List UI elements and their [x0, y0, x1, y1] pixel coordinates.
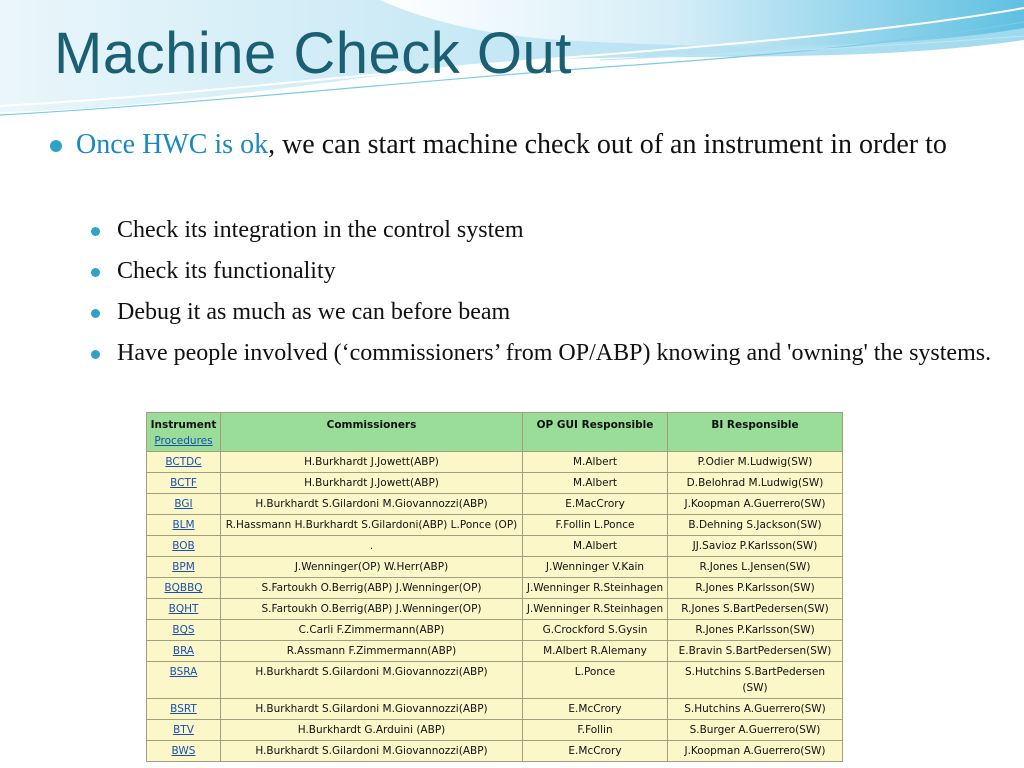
bullet-icon [91, 350, 100, 359]
bi-cell: S.Hutchins S.BartPedersen (SW) [668, 662, 843, 699]
sub-bullet-text: Check its integration in the control system [117, 217, 524, 243]
table-row [147, 662, 843, 699]
bi-cell: B.Dehning S.Jackson(SW) [668, 515, 843, 536]
commissioners-cell: H.Burkhardt S.Gilardoni M.Giovannozzi(ABP) [221, 494, 523, 515]
instrument-link[interactable]: BQS [172, 624, 195, 636]
op-gui-cell: F.Follin L.Ponce [523, 515, 668, 536]
instrument-cell [147, 662, 221, 699]
bi-cell: JJ.Savioz P.Karlsson(SW) [668, 536, 843, 557]
instrument-cell [147, 641, 221, 662]
sub-bullet-text: Debug it as much as we can before beam [117, 299, 511, 325]
header-instrument [147, 413, 221, 452]
op-gui-cell: E.MacCrory [523, 494, 668, 515]
commissioners-cell: H.Burkhardt J.Jowett(ABP) [221, 452, 523, 473]
bullet-icon [91, 309, 100, 318]
table-row [147, 536, 843, 557]
bi-cell: E.Bravin S.BartPedersen(SW) [668, 641, 843, 662]
op-gui-cell: M.Albert R.Alemany [523, 641, 668, 662]
instrument-cell [147, 473, 221, 494]
table-row [147, 494, 843, 515]
header-instrument-label: Instrument [150, 419, 217, 431]
commissioners-cell: R.Assmann F.Zimmermann(ABP) [221, 641, 523, 662]
instrument-link[interactable]: BQBBQ [164, 582, 203, 594]
table-row [147, 452, 843, 473]
op-gui-cell: M.Albert [523, 452, 668, 473]
table-row [147, 699, 843, 720]
sub-bullet-4 [117, 339, 997, 369]
commissioners-cell: J.Wenninger(OP) W.Herr(ABP) [221, 557, 523, 578]
instrument-link[interactable]: BPM [172, 561, 195, 573]
table-row [147, 578, 843, 599]
procedures-link[interactable]: Procedures [154, 435, 213, 447]
instrument-cell [147, 720, 221, 741]
bi-cell: R.Jones L.Jensen(SW) [668, 557, 843, 578]
header-op-gui: OP GUI Responsible [523, 413, 668, 452]
op-gui-cell: G.Crockford S.Gysin [523, 620, 668, 641]
bullet-icon [91, 227, 100, 236]
commissioners-cell: S.Fartoukh O.Berrig(ABP) J.Wenninger(OP) [221, 599, 523, 620]
header-commissioners: Commissioners [221, 413, 523, 452]
instrument-link[interactable]: BTV [173, 724, 194, 736]
op-gui-cell: M.Albert [523, 536, 668, 557]
instrument-commissioning-table [146, 412, 843, 762]
instrument-link[interactable]: BRA [172, 645, 195, 657]
bi-cell: R.Jones P.Karlsson(SW) [668, 578, 843, 599]
sub-bullet-1 [117, 216, 997, 246]
header-bi: BI Responsible [668, 413, 843, 452]
commissioners-cell: H.Burkhardt G.Arduini (ABP) [221, 720, 523, 741]
instrument-link[interactable]: BWS [171, 745, 196, 757]
instrument-link[interactable]: BCTDC [165, 456, 202, 468]
instrument-cell [147, 452, 221, 473]
table-header-row [147, 413, 843, 452]
bullet-text: , we can start machine check out of an instrument in order to [268, 129, 947, 160]
instrument-cell [147, 578, 221, 599]
op-gui-cell: M.Albert [523, 473, 668, 494]
commissioners-cell: H.Burkhardt S.Gilardoni M.Giovannozzi(ABP) [221, 741, 523, 762]
op-gui-cell: L.Ponce [523, 662, 668, 699]
instrument-cell [147, 699, 221, 720]
slide-title: Machine Check Out [54, 21, 572, 86]
op-gui-cell: E.McCrory [523, 699, 668, 720]
commissioners-cell: . [221, 536, 523, 557]
commissioners-cell: H.Burkhardt S.Gilardoni M.Giovannozzi(ABP) [221, 662, 523, 699]
instrument-cell [147, 536, 221, 557]
bi-cell: R.Jones S.BartPedersen(SW) [668, 599, 843, 620]
table-row [147, 599, 843, 620]
instrument-cell [147, 494, 221, 515]
bullet-icon [50, 140, 62, 152]
commissioners-cell: S.Fartoukh O.Berrig(ABP) J.Wenninger(OP) [221, 578, 523, 599]
table-body [147, 452, 843, 762]
bullet-highlight-text: Once HWC is ok [76, 129, 269, 160]
commissioners-cell: R.Hassmann H.Burkhardt S.Gilardoni(ABP) L.Ponce (OP) [221, 515, 523, 536]
main-bullet [76, 128, 976, 163]
bi-cell: R.Jones P.Karlsson(SW) [668, 620, 843, 641]
sub-bullet-text: Have people involved (‘commissioners’ from OP/ABP) knowing and 'owning' the systems. [117, 340, 992, 366]
instrument-cell [147, 515, 221, 536]
table-row [147, 473, 843, 494]
sub-bullet-3 [117, 298, 997, 328]
table-row [147, 641, 843, 662]
instrument-link[interactable]: BOB [172, 540, 195, 552]
instrument-link[interactable]: BSRT [170, 703, 197, 715]
instrument-cell [147, 557, 221, 578]
instrument-cell [147, 741, 221, 762]
instrument-link[interactable]: BCTF [170, 477, 197, 489]
bi-cell: D.Belohrad M.Ludwig(SW) [668, 473, 843, 494]
op-gui-cell: J.Wenninger R.Steinhagen [523, 599, 668, 620]
bullet-icon [91, 268, 100, 277]
instrument-link[interactable]: BSRA [169, 666, 198, 678]
op-gui-cell: E.McCrory [523, 741, 668, 762]
bi-cell: S.Hutchins A.Guerrero(SW) [668, 699, 843, 720]
bi-cell: J.Koopman A.Guerrero(SW) [668, 741, 843, 762]
instrument-link[interactable]: BGI [174, 498, 193, 510]
instrument-link[interactable]: BQHT [168, 603, 199, 615]
op-gui-cell: F.Follin [523, 720, 668, 741]
instrument-cell [147, 620, 221, 641]
op-gui-cell: J.Wenninger R.Steinhagen [523, 578, 668, 599]
commissioners-cell: H.Burkhardt J.Jowett(ABP) [221, 473, 523, 494]
op-gui-cell: J.Wenninger V.Kain [523, 557, 668, 578]
bi-cell: P.Odier M.Ludwig(SW) [668, 452, 843, 473]
table-row [147, 720, 843, 741]
table-row [147, 515, 843, 536]
commissioners-cell: H.Burkhardt S.Gilardoni M.Giovannozzi(ABP) [221, 699, 523, 720]
bi-cell: S.Burger A.Guerrero(SW) [668, 720, 843, 741]
commissioners-cell: C.Carli F.Zimmermann(ABP) [221, 620, 523, 641]
table-row [147, 620, 843, 641]
sub-bullet-text: Check its functionality [117, 258, 336, 284]
table-row [147, 741, 843, 762]
instrument-link[interactable]: BLM [172, 519, 195, 531]
instrument-cell [147, 599, 221, 620]
sub-bullet-2 [117, 257, 997, 287]
table-row [147, 557, 843, 578]
bi-cell: J.Koopman A.Guerrero(SW) [668, 494, 843, 515]
